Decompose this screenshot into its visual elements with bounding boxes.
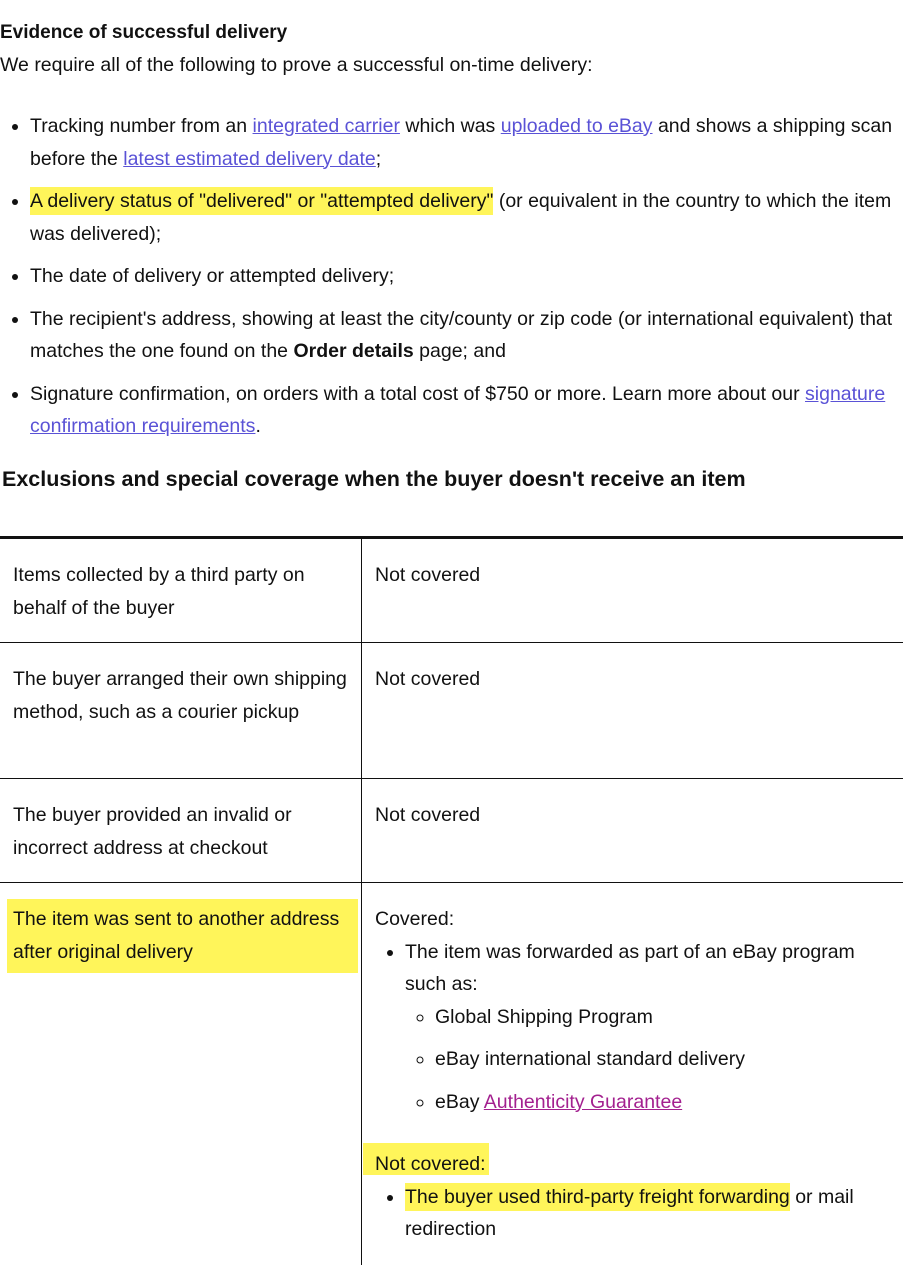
- table-cell-scenario: The item was sent to another address after original delivery: [13, 908, 340, 963]
- evidence-heading: Evidence of successful delivery: [0, 22, 288, 43]
- list-item: [30, 378, 905, 443]
- table-top-rule: [0, 536, 903, 539]
- not-covered-list: [375, 1181, 885, 1246]
- list-item: [30, 185, 905, 250]
- list-item-text: The item was forwarded as part of an eBay program such as:: [405, 940, 855, 995]
- list-item: [435, 1086, 885, 1119]
- list-item-text: ;: [375, 147, 382, 170]
- column-divider: [361, 539, 362, 1265]
- exclusions-heading: Exclusions and special coverage when the buyer doesn't receive an item: [2, 467, 746, 491]
- list-item: [30, 260, 905, 293]
- uploaded-to-ebay-link[interactable]: uploaded to eBay: [500, 115, 653, 137]
- table-cell-scenario: The buyer provided an invalid or incorrect address at checkout: [13, 804, 292, 859]
- integrated-carrier-link[interactable]: integrated carrier: [252, 115, 400, 137]
- covered-label: Covered:: [375, 908, 455, 930]
- list-item: ◦ Global Shipping Program: [435, 1001, 885, 1034]
- table-cell-coverage: Not covered: [375, 668, 481, 690]
- row-divider: [0, 642, 903, 643]
- list-item-text: Signature confirmation, on orders with a total cost of $750 or more. Learn more about our: [30, 382, 806, 405]
- list-item-text: eBay: [435, 1090, 484, 1113]
- list-item-text: which was: [399, 115, 501, 137]
- program-list: [405, 1001, 885, 1119]
- not-covered-label: Not covered:: [375, 1153, 486, 1175]
- list-item: [405, 1181, 885, 1246]
- list-item-text: or mail redirection: [405, 1185, 854, 1240]
- list-item-text: and shows a shipping scan before the: [30, 115, 893, 170]
- list-item-text: The date of delivery or attempted delivery;: [30, 265, 395, 287]
- row-divider: [0, 778, 903, 779]
- row-divider: [0, 882, 903, 883]
- list-item: [30, 303, 905, 368]
- authenticity-guarantee-link[interactable]: Authenticity Guarantee: [483, 1090, 683, 1113]
- list-item-text: (or equivalent in the country to which the item was delivered);: [30, 190, 892, 245]
- list-item-text: .: [255, 415, 261, 437]
- list-item: ◦ eBay international standard delivery: [435, 1043, 885, 1076]
- signature-confirmation-link[interactable]: signature confirmation requirements: [30, 382, 886, 437]
- highlighted-text: A delivery status of "delivered" or "attempted delivery": [30, 187, 493, 215]
- table-cell-coverage: [375, 903, 885, 1128]
- evidence-list: [0, 110, 905, 453]
- list-item-text: Tracking number from an: [30, 115, 253, 137]
- order-details-text: Order details: [293, 340, 414, 362]
- highlighted-text: The buyer used third-party freight forwarding: [405, 1183, 790, 1211]
- list-item-text: page; and: [413, 340, 506, 362]
- table-cell-coverage: [375, 1148, 885, 1246]
- table-cell-coverage: Not covered: [375, 804, 481, 826]
- table-cell-coverage: Not covered: [375, 564, 481, 586]
- covered-list: [375, 936, 885, 1119]
- table-cell-scenario: The buyer arranged their own shipping method, such as a courier pickup: [13, 668, 347, 723]
- list-item-text: The recipient's address, showing at least the city/county or zip code (or international equivalent) that matches the one found on the: [30, 307, 893, 362]
- evidence-intro: We require all of the following to prove a successful on-time delivery:: [0, 54, 593, 76]
- list-item: [405, 936, 885, 1119]
- list-item: [30, 110, 905, 175]
- table-cell-scenario: Items collected by a third party on behalf of the buyer: [13, 564, 305, 619]
- latest-estimated-delivery-date-link[interactable]: latest estimated delivery date: [123, 147, 376, 170]
